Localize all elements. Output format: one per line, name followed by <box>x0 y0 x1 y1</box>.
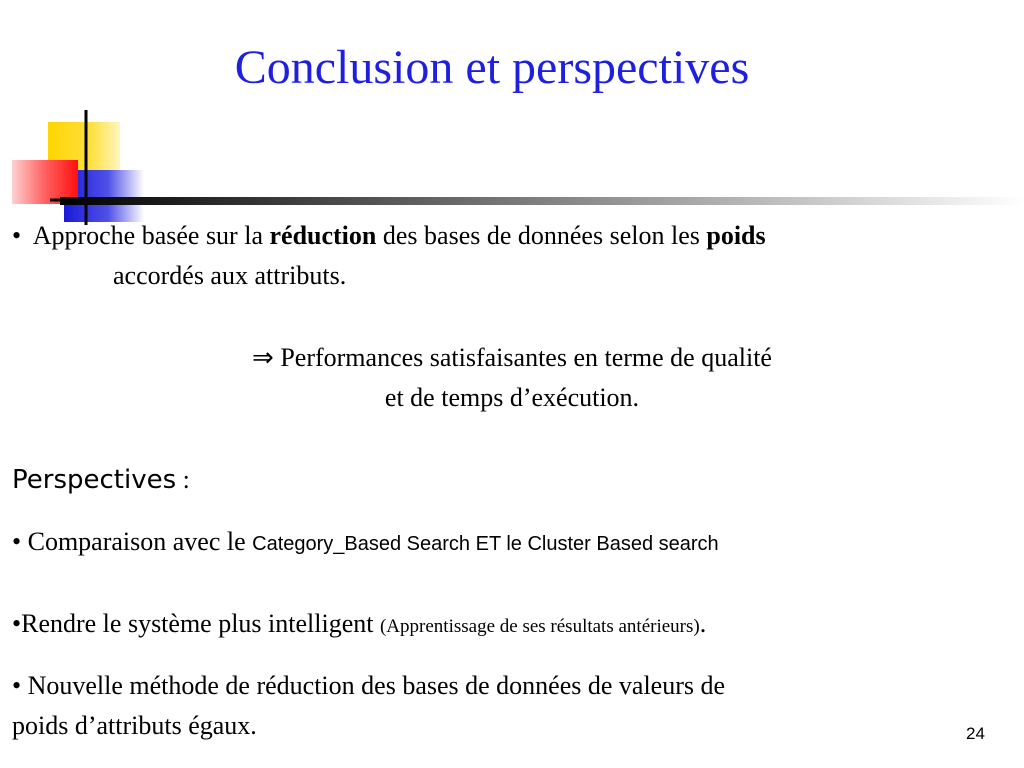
conclusion-line1 <box>12 218 766 254</box>
text-run: : <box>176 465 190 494</box>
text-run: Approche basée sur la <box>32 221 270 250</box>
text-run: •Rendre le système plus intelligent <box>12 609 380 638</box>
text-run: Category_Based Search ET le Cluster Based search <box>252 533 719 555</box>
page-number: 24 <box>966 724 985 743</box>
result-line1 <box>0 340 1024 376</box>
title-rule <box>60 197 1024 205</box>
implies-arrow-icon: ⇒ <box>252 343 274 372</box>
perspective-item-3-line1: • Nouvelle méthode de réduction des bases de données de valeurs de <box>12 671 726 700</box>
perspective-item-3-line2: poids d’attributs égaux. <box>12 711 257 740</box>
conclusion-line2: accordés aux attributs. <box>113 261 347 290</box>
text-run: . <box>699 609 707 638</box>
perspective-item-2 <box>12 606 706 645</box>
perspectives-heading <box>12 462 190 498</box>
result-line2: et de temps d’exécution. <box>384 383 640 412</box>
emphasis-reduction: réduction <box>269 221 377 250</box>
perspective-item-1 <box>12 524 719 562</box>
slide-title: Conclusion et perspectives <box>234 41 750 94</box>
text-run: Performances satisfaisantes en terme de qualité <box>273 343 772 372</box>
text-run: (Apprentissage de ses résultats antérieurs) <box>379 616 700 637</box>
perspectives-label: Perspectives <box>12 465 177 495</box>
bullet-glyph: • <box>12 221 22 250</box>
corner-decoration <box>0 0 200 230</box>
text-run: • Comparaison avec le <box>12 527 253 556</box>
text-run: des bases de données selon les <box>376 221 707 250</box>
emphasis-poids: poids <box>706 221 766 250</box>
